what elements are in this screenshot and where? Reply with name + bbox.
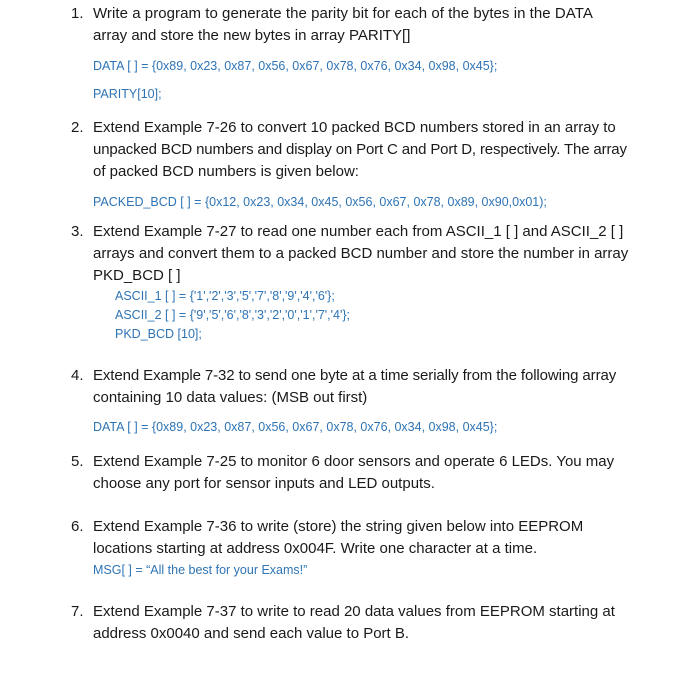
question-text-line: Extend Example 7-27 to read one number each from ASCII_1 [ ] and ASCII_2 [ ] (93, 223, 624, 240)
code-line: PKD_BCD [10]; (115, 327, 202, 341)
question-text-line: of packed BCD numbers is given below: (93, 163, 359, 180)
code-line: PACKED_BCD [ ] = {0x12, 0x23, 0x34, 0x45, 0x56, 0x67, 0x78, 0x89, 0x90,0x01); (93, 195, 547, 209)
question-text-line: array and store the new bytes in array PARITY[] (93, 27, 411, 44)
question-number: 6. (71, 518, 84, 535)
question-text-line: locations starting at address 0x004F. Write one character at a time. (93, 540, 538, 557)
question-text-line: unpacked BCD numbers and display on Port C and Port D, respectively. The array (93, 141, 627, 158)
question-number: 3. (71, 223, 84, 240)
code-line: PARITY[10]; (93, 87, 162, 101)
question-number: 1. (71, 5, 84, 22)
question-text-line: Extend Example 7-25 to monitor 6 door sensors and operate 6 LEDs. You may (93, 453, 615, 470)
question-text-line: containing 10 data values: (MSB out first) (93, 389, 368, 406)
question-text-line: Extend Example 7-32 to send one byte at a time serially from the following array (93, 367, 617, 384)
question-number: 2. (71, 119, 84, 136)
question-text-line: Write a program to generate the parity bit for each of the bytes in the DATA (93, 5, 593, 22)
question-text-line: Extend Example 7-37 to write to read 20 data values from EEPROM starting at (93, 603, 615, 620)
question-number: 5. (71, 453, 84, 470)
question-number: 7. (71, 603, 84, 620)
question-text-line: Extend Example 7-26 to convert 10 packed BCD numbers stored in an array to (93, 119, 616, 136)
question-text-line: Extend Example 7-36 to write (store) the string given below into EEPROM (93, 518, 584, 535)
question-text-line: arrays and convert them to a packed BCD number and store the number in array (93, 245, 629, 262)
code-line: DATA [ ] = {0x89, 0x23, 0x87, 0x56, 0x67, 0x78, 0x76, 0x34, 0x98, 0x45}; (93, 59, 498, 73)
question-text-line: address 0x0040 and send each value to Port B. (93, 625, 410, 642)
question-text-line: PKD_BCD [ ] (93, 267, 181, 284)
code-line: ASCII_1 [ ] = {'1','2','3','5','7','8','9','4','6'}; (115, 289, 335, 303)
question-text-line: choose any port for sensor inputs and LED outputs. (93, 475, 435, 492)
code-line: DATA [ ] = {0x89, 0x23, 0x87, 0x56, 0x67, 0x78, 0x76, 0x34, 0x98, 0x45}; (93, 420, 498, 434)
question-number: 4. (71, 367, 84, 384)
code-line: MSG[ ] = “All the best for your Exams!” (93, 563, 308, 577)
code-line: ASCII_2 [ ] = {'9','5','6','8','3','2','0','1','7','4'}; (115, 308, 351, 322)
